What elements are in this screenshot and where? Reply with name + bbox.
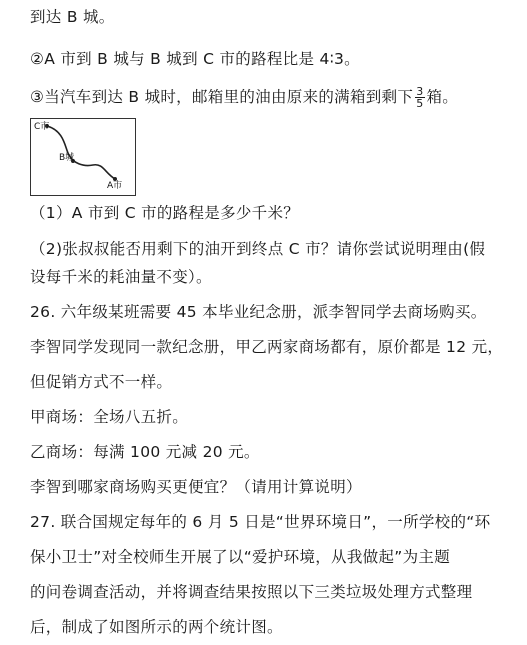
store-b-offer: 乙商场：每满 100 元减 20 元。 xyxy=(30,443,260,461)
b-city-label: B城 xyxy=(59,153,75,163)
a-city-label: A市 xyxy=(107,181,123,191)
line-ratio: ②A 市到 B 城与 B 城到 C 市的路程比是 4∶3。 xyxy=(30,50,360,68)
store-a-offer: 甲商场：全场八五折。 xyxy=(30,408,189,426)
fuel-suffix: 箱。 xyxy=(426,88,459,106)
c-city-label: C市 xyxy=(34,122,50,132)
problem-27-line2: 保小卫士”对全校师生开展了以“爱护环境，从我做起”为主题 xyxy=(30,548,450,566)
problem-26-line2: 李智同学发现同一款纪念册，甲乙两家商场都有，原价都是 12 元， xyxy=(30,338,504,356)
route-path xyxy=(47,126,115,179)
fraction-denominator: 5 xyxy=(416,97,424,110)
line-fuel xyxy=(30,86,458,109)
question-1: （1）A 市到 C 市的路程是多少千米？ xyxy=(30,204,300,222)
problem-26-line3: 但促销方式不一样。 xyxy=(30,373,173,391)
problem-27-line3: 的问卷调查活动，并将调查结果按照以下三类垃圾处理方式整理 xyxy=(30,583,473,601)
route-map xyxy=(30,118,136,196)
fraction-numerator: 3 xyxy=(416,85,424,98)
problem-27-line4: 后，制成了如图所示的两个统计图。 xyxy=(30,618,283,636)
line-arrive-b: 到达 B 城。 xyxy=(30,8,115,26)
problem-26-question: 李智到哪家商场购买更便宜？（请用计算说明） xyxy=(30,478,362,496)
problem-27-line1: 27. 联合国规定每年的 6 月 5 日是“世界环境日”，一所学校的“环 xyxy=(30,513,491,531)
question-2-cont: 设每千米的耗油量不变）。 xyxy=(30,268,212,286)
fuel-text: ③当汽车到达 B 城时，邮箱里的油由原来的满箱到剩下 xyxy=(30,88,414,106)
fraction-three-fifths xyxy=(415,86,424,109)
problem-26-line1: 26. 六年级某班需要 45 本毕业纪念册，派李智同学去商场购买。 xyxy=(30,303,487,321)
question-2: （2)张叔叔能否用剩下的油开到终点 C 市？请你尝试说明理由(假 xyxy=(30,240,486,258)
